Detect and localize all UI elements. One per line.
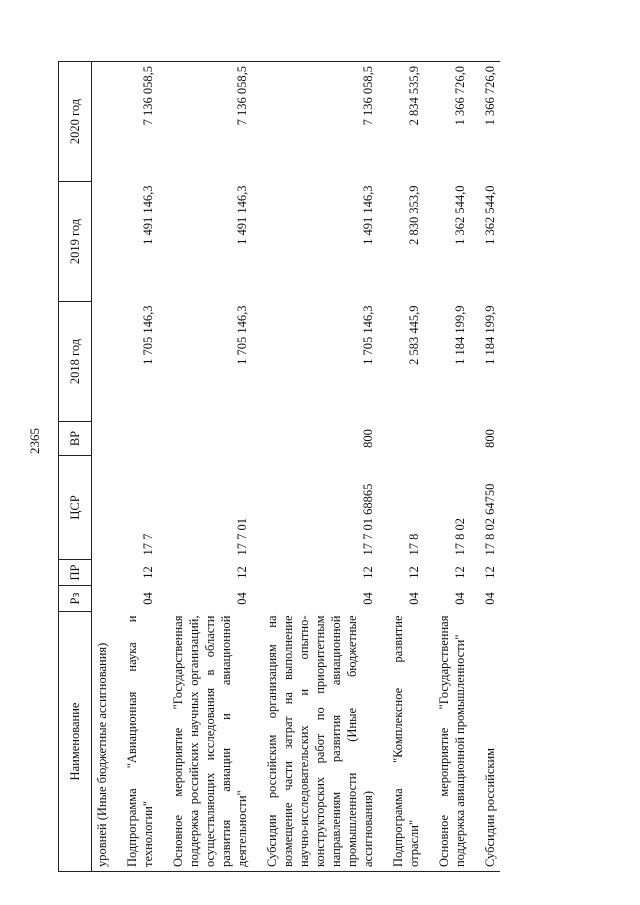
row-2018: 1 705 146,3 (141, 305, 155, 365)
table-row (388, 62, 424, 872)
row-2019 (92, 182, 113, 302)
row-csr: 17 8 02 64750 (483, 483, 497, 556)
header-vr: ВР (59, 422, 92, 456)
row-vr (122, 422, 158, 456)
row-2019: 1 362 544,0 (453, 185, 467, 245)
row-vr (168, 422, 252, 456)
row-2020: 1 366 726,0 (434, 62, 470, 182)
table-row (480, 62, 500, 872)
row-2020 (92, 62, 113, 182)
row-pr: 12 (407, 566, 421, 579)
row-rz: 04 (483, 592, 497, 605)
row-name: Подпрограмма "Комплексное развитие отрасли" (388, 612, 424, 872)
row-spacer (252, 62, 262, 872)
row-csr (92, 456, 113, 560)
row-vr (434, 422, 470, 456)
row-pr: 12 (483, 566, 497, 579)
page-number: 2365 (27, 428, 42, 454)
header-name: Наименование (59, 612, 92, 872)
row-name: Основное мероприятие "Государственная поддержка авиационной промышленности" (434, 612, 470, 872)
row-spacer (424, 62, 434, 872)
header-csr: ЦСР (59, 456, 92, 560)
header-pr: ПР (59, 560, 92, 586)
row-2019: 2 830 353,9 (407, 185, 421, 245)
row-csr: 17 8 02 (453, 518, 467, 556)
header-2018: 2018 год (59, 302, 92, 422)
row-2020: 7 136 058,5 (168, 62, 252, 182)
row-2019: 1 362 544,0 (483, 185, 497, 245)
row-2018: 1 705 146,3 (361, 305, 375, 365)
row-pr: 12 (141, 566, 155, 579)
row-2020: 2 834 535,9 (388, 62, 424, 182)
row-pr: 12 (453, 566, 467, 579)
row-2018: 1 705 146,3 (235, 305, 249, 365)
table-row (262, 62, 378, 872)
table-header-row (59, 62, 92, 872)
row-2019: 1 491 146,3 (141, 185, 155, 245)
budget-table (58, 61, 500, 872)
row-pr: 12 (235, 566, 249, 579)
row-csr: 17 7 (141, 533, 155, 556)
row-vr (388, 422, 424, 456)
row-spacer (112, 62, 122, 872)
row-rz: 04 (235, 592, 249, 605)
row-pr (92, 560, 113, 586)
row-rz (92, 586, 113, 612)
row-vr (92, 422, 113, 456)
row-2020: 7 136 058,5 (122, 62, 158, 182)
header-2019: 2019 год (59, 182, 92, 302)
row-2020: 7 136 058,5 (262, 62, 378, 182)
table-row (434, 62, 470, 872)
row-2020: 1 366 726,0 (480, 62, 500, 182)
table-row (92, 62, 113, 872)
row-name: Подпрограмма "Авиационная наука и технологии" (122, 612, 158, 872)
row-name: уровней (Иные бюджетные ассигнования) (92, 612, 113, 872)
row-rz: 04 (453, 592, 467, 605)
row-name: Субсидии российским (480, 612, 500, 872)
row-2018: 1 184 199,9 (483, 305, 497, 365)
row-2018 (92, 302, 113, 422)
header-rz: Рз (59, 586, 92, 612)
rotated-table-container (58, 62, 608, 872)
row-spacer (470, 62, 480, 872)
row-pr: 12 (361, 566, 375, 579)
row-rz: 04 (407, 592, 421, 605)
row-csr: 17 8 (407, 533, 421, 556)
row-spacer (158, 62, 168, 872)
row-2019: 1 491 146,3 (361, 185, 375, 245)
table-row (168, 62, 252, 872)
row-csr: 17 7 01 68865 (361, 483, 375, 556)
row-csr: 17 7 01 (235, 518, 249, 556)
row-rz: 04 (361, 592, 375, 605)
table-row (122, 62, 158, 872)
header-2020: 2020 год (59, 62, 92, 182)
row-2018: 1 184 199,9 (453, 305, 467, 365)
row-vr: 800 (483, 429, 497, 448)
row-2018: 2 583 445,9 (407, 305, 421, 365)
row-name: Субсидии российским организациям на возмещение части затрат на выполнение научно-исследовательских и опытно-конструкторских работ по приоритетным направлениям развития авиационной промышленности (Иные бюджетные ассигнования) (262, 612, 378, 872)
row-rz: 04 (141, 592, 155, 605)
row-2019: 1 491 146,3 (235, 185, 249, 245)
row-spacer (378, 62, 388, 872)
row-vr: 800 (361, 429, 375, 448)
row-name: Основное мероприятие "Государственная поддержка российских научных организаций, осуществляющих исследования в области развития авиации и авиационной деятельности" (168, 612, 252, 872)
